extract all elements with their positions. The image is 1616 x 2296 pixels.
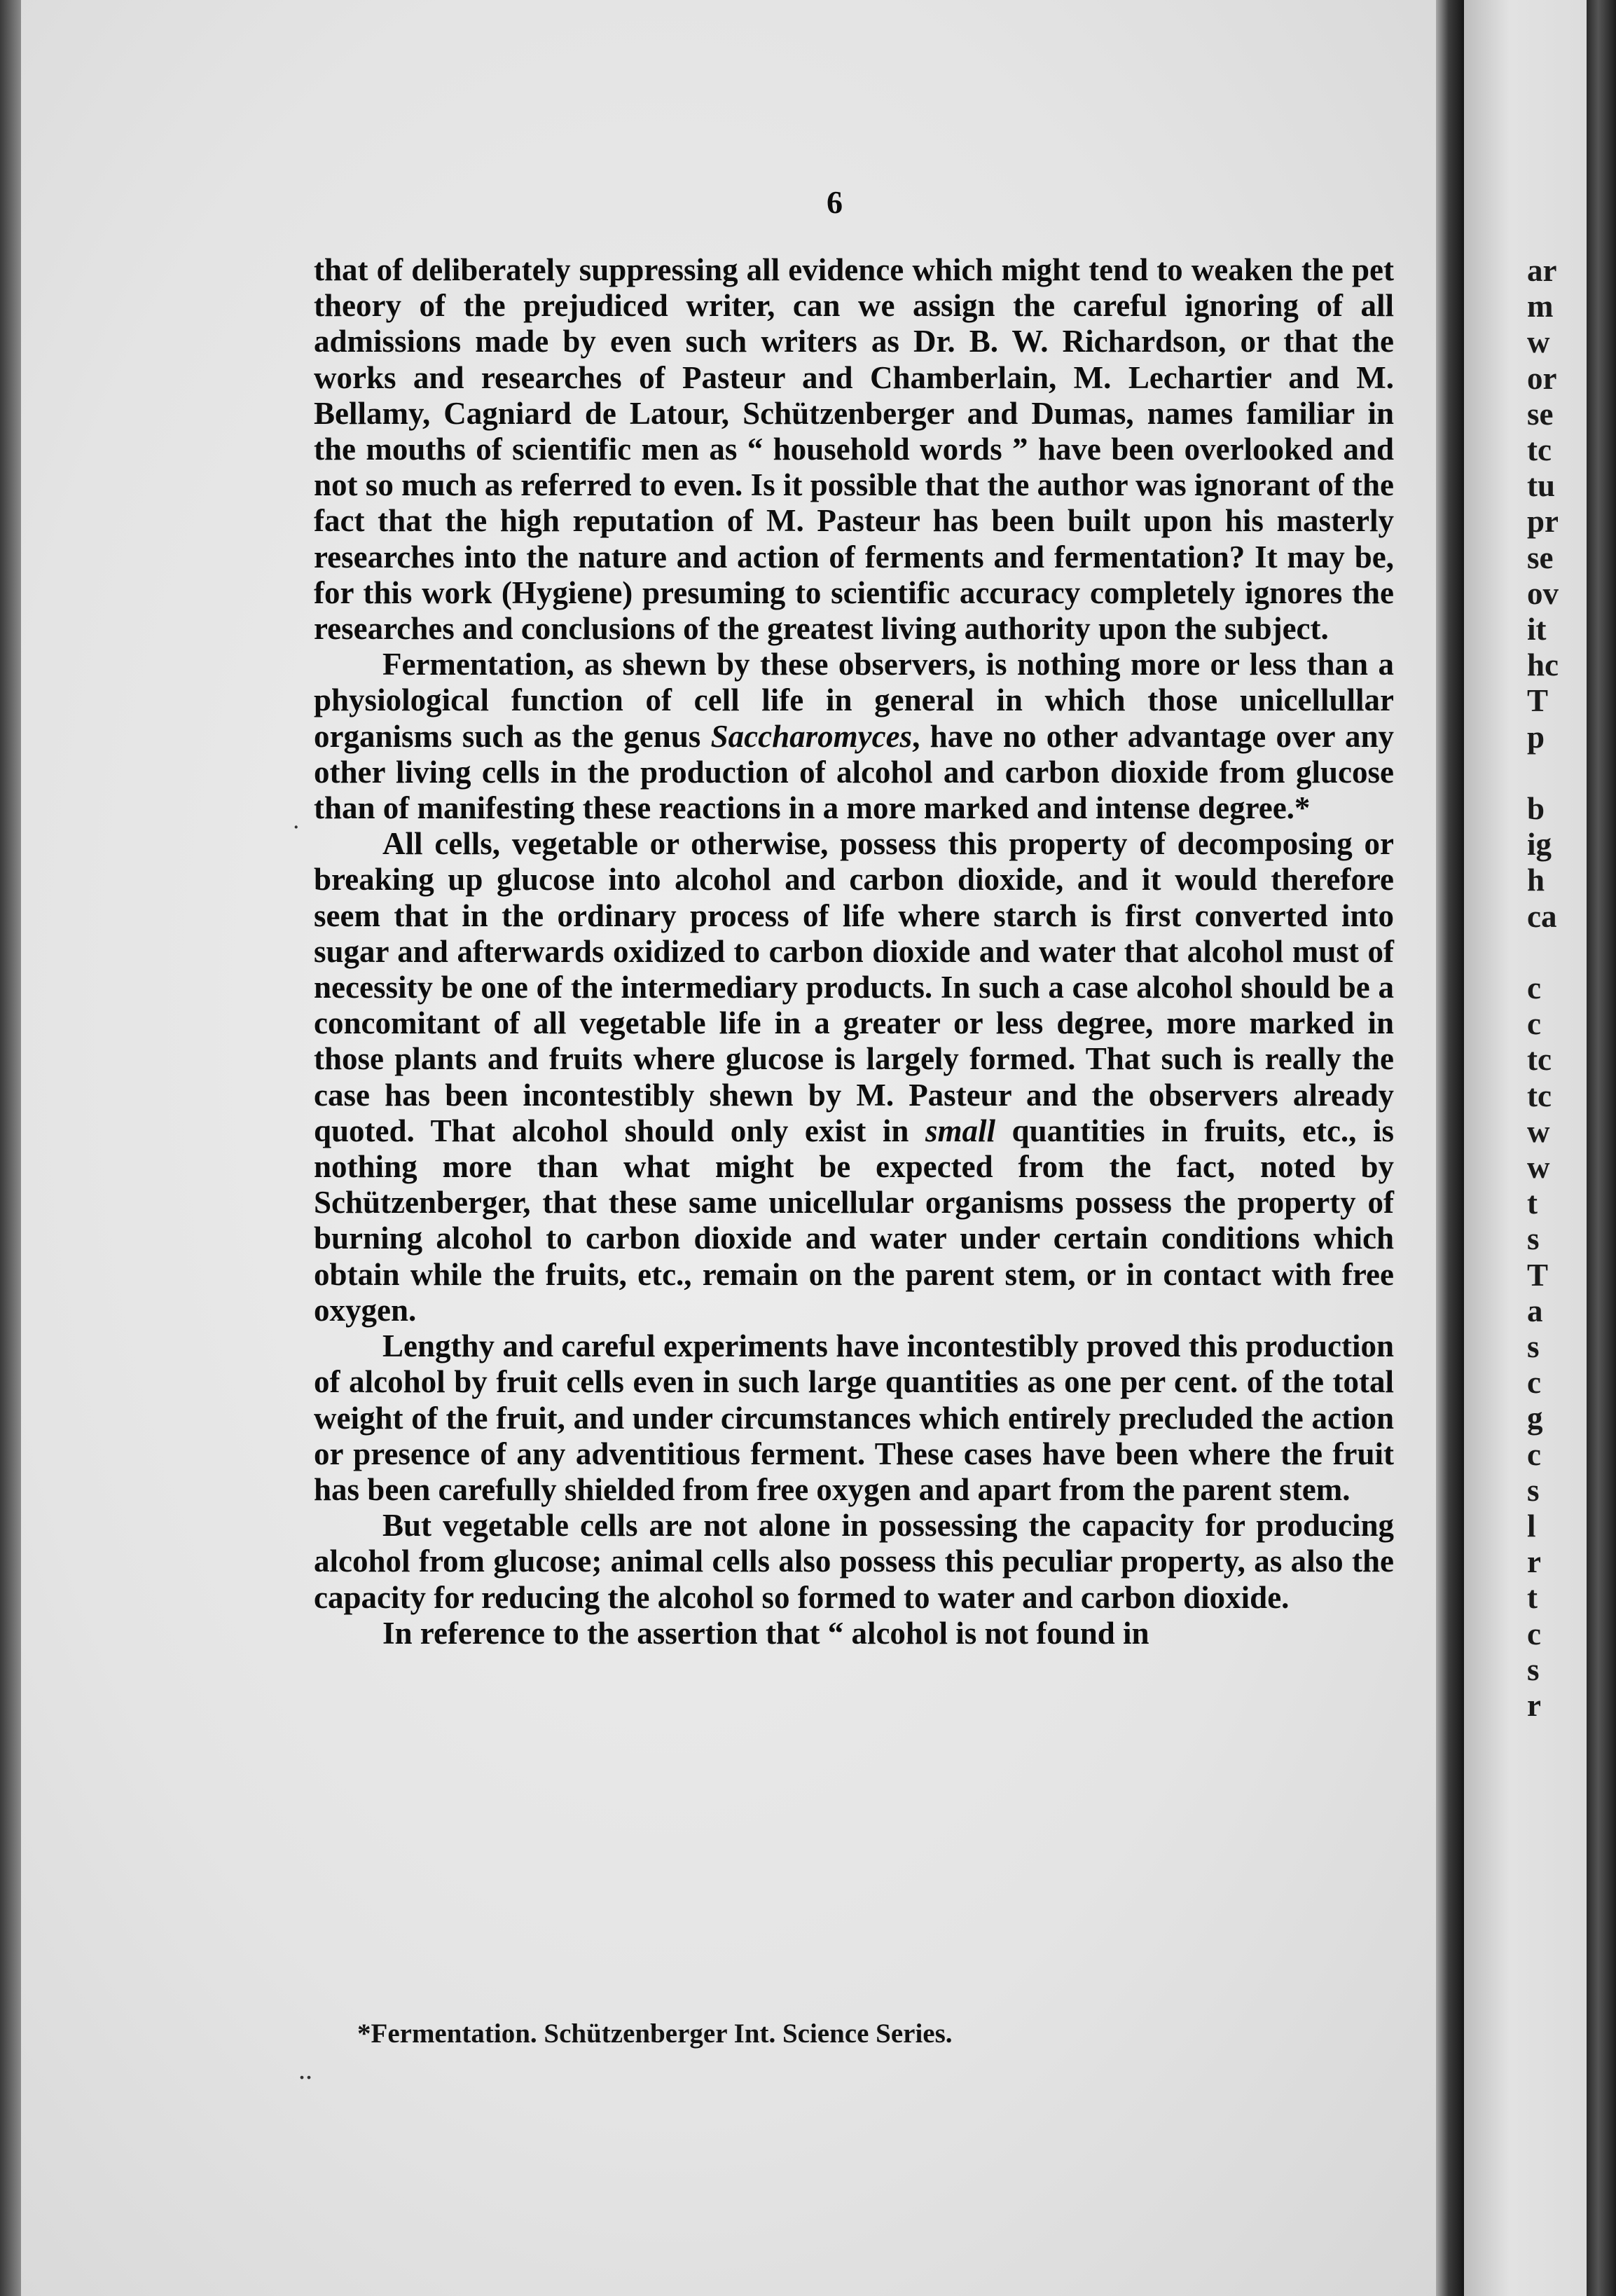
facing-page-fragment: r [1527,1544,1541,1580]
facing-page-fragment: se [1527,539,1554,575]
small-emphasis: small [925,1113,995,1148]
facing-page-fragment: s [1527,1329,1540,1364]
facing-page-fragment: tu [1527,468,1556,504]
facing-page-fragment: it [1527,612,1547,647]
left-page-edge [0,0,21,2296]
facing-page-fragment: c [1527,970,1541,1005]
page-number: 6 [827,184,843,220]
facing-page-fragment: T [1527,683,1549,719]
facing-page-fragment: l [1527,1508,1536,1544]
facing-page-fragment: b [1527,791,1545,826]
paragraph-1: that of deliberately suppressing all evidence which might tend to weaken the pet theory of the prejudiced writer, can we assign the careful ignoring of all admissions made by even such writers as Dr. B. W. Richardson, or that the works and researches of Pasteur and Chamberlain, M. Lechartier and M. Bellamy, Cagniard de Latour, Schützenberger and Dumas, names familiar in the mouths of scientific men as “ household words ” have been overlooked and not so much as referred to even. Is it possible that the author was ignorant of the fact that the high reputation of M. Pasteur has been built upon his masterly researches into the nature and action of ferments and fermentation? It may be, for this work (Hygiene) presuming to scientific accuracy completely ignores the researches and conclusions of the greatest living authority upon the subject. [314,252,1394,647]
paragraph-3-after: quantities in fruits, etc., is nothing more than what might be expected from the fact, noted by Schützenberger, that these same unicellular organisms possess the property of burning alcohol to carbon dioxide and water under certain conditions which obtain while the fruits, etc., remain on the parent stem, or in contact with free oxygen. [314,1113,1394,1328]
facing-page-fragment: s [1527,1472,1540,1508]
paragraph-2-after: , have no other advantage over any other living cells in the production of alcohol and carbon dioxide from glucose than of manifesting these reactions in a more marked and intense degree.* [314,718,1394,826]
facing-page-fragment: s [1527,1221,1540,1257]
facing-page-fragment: p [1527,719,1545,755]
facing-page-fragment: w [1527,1113,1550,1149]
facing-page-fragment: h [1527,862,1545,898]
speck-mark: ˙ [291,819,301,851]
facing-page-fragment: r [1527,1688,1541,1723]
facing-page-fragment: ig [1527,827,1552,862]
facing-page-fragment: ca [1527,898,1557,934]
facing-page-fragment: se [1527,396,1554,432]
facing-page-fragment: tc [1527,1042,1552,1078]
facing-page-fragment: a [1527,1293,1543,1328]
facing-page-fragment: tc [1527,432,1552,467]
speck-mark: .. [298,2054,312,2085]
facing-page-fragment: s [1527,1651,1540,1687]
facing-page-fragment: c [1527,1365,1541,1401]
paragraph-3-before: All cells, vegetable or otherwise, possess this property of decomposing or breaking up glucose into alcohol and carbon dioxide, and it would therefore seem that in the ordinary process of life where starch is first converted into sugar and afterwards oxidized to carbon dioxide and water that alcohol must of necessity be one of the intermediary products. In such a case alcohol should be a concomitant of all vegetable life in a greater or less degree, more marked in those plants and fruits where glucose is largely formed. That such is really the case has been incontestibly shewn by M. Pasteur and the observers already quoted. That alcohol should only exist in [314,826,1394,1148]
facing-page-fragment: c [1527,1006,1541,1042]
facing-page-fragment: c [1527,1436,1541,1472]
paragraph-2-before: Fermentation, as shewn by these observers, is nothing more or less than a physiological function of cell life in general in which those unicellullar organisms such as the genus [314,647,1394,754]
paragraph-4: Lengthy and careful experiments have incontestibly proved this production of alcohol by fruit cells even in such large quantities as one per cent. of the total weight of the fruit, and under circumstances which entirely precluded the action or presence of any adventitious ferment. These cases have been where the fruit has been carefully shielded from free oxygen and apart from the parent stem. [314,1328,1394,1507]
footnote: *Fermentation. Schützenberger Int. Science Series. [357,2019,953,2049]
body-text [314,252,1394,1651]
facing-page-fragment: hc [1527,647,1559,683]
facing-page-fragment: t [1527,1185,1538,1221]
facing-page-fragment: ar [1527,253,1557,288]
facing-page-fragment: g [1527,1401,1543,1436]
book-gutter [1436,0,1464,2296]
paragraph-2 [314,647,1394,826]
paragraph-5: But vegetable cells are not alone in possessing the capacity for producing alcohol from glucose; animal cells also possess this peculiar property, as also the capacity for reducing the alcohol so formed to water and carbon dioxide. [314,1508,1394,1615]
facing-page-fragment: c [1527,1616,1541,1651]
paragraph-3 [314,826,1394,1328]
facing-page-fragment: m [1527,289,1554,324]
facing-page-fragment: pr [1527,504,1559,539]
facing-page-fragment: ov [1527,575,1559,611]
paragraph-6: In reference to the assertion that “ alcohol is not found in [382,1615,1149,1651]
facing-page-fragment: w [1527,324,1550,360]
facing-page-fragment: tc [1527,1078,1552,1113]
page-shadow-strip [1587,0,1616,2296]
facing-page-fragment: w [1527,1150,1550,1185]
genus-name-emphasis: Saccharomyces [710,718,913,754]
facing-page-fragment: t [1527,1580,1538,1616]
facing-page-fragment: or [1527,360,1557,396]
facing-page-fragment: T [1527,1257,1549,1293]
